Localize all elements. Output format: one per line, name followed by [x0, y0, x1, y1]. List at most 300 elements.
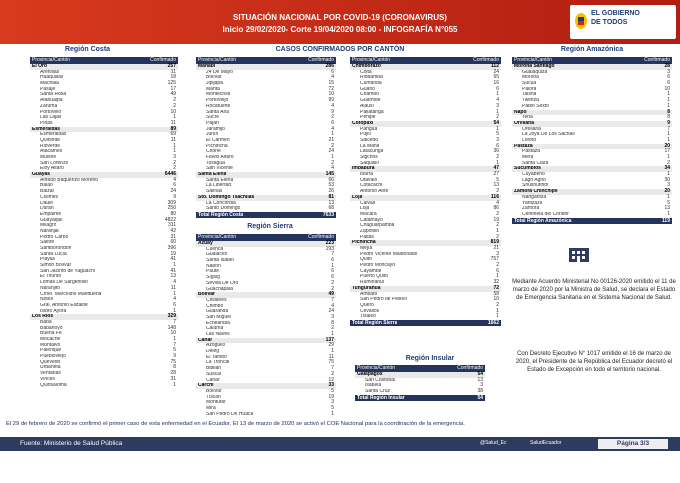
place-name: Cañar	[198, 337, 213, 343]
heading-amazonica: Región Amazónica	[560, 46, 624, 53]
confirmed-count: 2	[331, 285, 334, 292]
footer-note: El 29 de febrero de 2020 se confirmó el primer caso de esta enfermedad en el Ecuador. El 13 de marzo de 2020 se activó el COE Nacional para la coordinación de la emergencia.	[6, 421, 465, 427]
col-conf: Confirmado	[308, 234, 334, 240]
place-name: Bolívar	[206, 75, 222, 81]
confirmed-count: 54	[477, 371, 483, 377]
confirmed-count: 2	[496, 154, 499, 160]
confirmed-count: 4	[173, 176, 176, 183]
confirmed-count: 33	[328, 382, 334, 389]
place-name: Pastaza	[522, 149, 541, 155]
place-name: Palora	[522, 86, 537, 92]
place-name: Santa Elena	[198, 172, 227, 178]
header-title: SITUACIÓN NACIONAL POR COVID-19 (CORONAVIRUS)	[233, 13, 447, 22]
confirmed-count: 11	[170, 68, 176, 75]
confirmed-count: 72	[493, 284, 499, 291]
place-name: Isabela	[365, 383, 382, 389]
confirmed-count: 2	[496, 233, 499, 240]
header-banner	[0, 0, 680, 44]
place-name: Las Lajas	[40, 115, 62, 121]
confirmed-count: 2	[173, 159, 176, 166]
total-row	[355, 395, 485, 402]
place-name: Macará	[360, 211, 377, 217]
place-name: Quito	[360, 257, 372, 263]
confirmed-count: 2	[667, 159, 670, 166]
place-name: Total Región Insular	[357, 394, 405, 401]
confirmed-count: 66	[328, 176, 334, 183]
place-name: Isidro Ayora	[40, 308, 67, 314]
confirmed-count: 21	[493, 245, 499, 251]
confirmed-count: 1	[173, 148, 176, 155]
confirmed-count: 1	[496, 159, 499, 166]
confirmed-count: 1	[331, 131, 334, 138]
confirmed-count: 2	[496, 114, 499, 121]
place-name: Penipe	[360, 115, 376, 121]
place-name: Alausí	[360, 103, 374, 109]
confirmed-count: 13	[328, 199, 334, 206]
place-name: San Jacinto de Yaguachi	[40, 268, 95, 274]
confirmed-count: 20	[664, 142, 670, 149]
place-name: Chone	[206, 149, 221, 155]
confirmed-count: 2	[331, 279, 334, 286]
confirmed-count: 2	[173, 102, 176, 109]
confirmed-count: 8	[173, 364, 176, 371]
col-prov: Provincia/Cantón	[32, 57, 71, 63]
place-name: Huaquillas	[40, 75, 64, 81]
confirmed-count: 1	[173, 290, 176, 297]
confirmed-count: 99	[328, 97, 334, 104]
confirmed-count: 250	[167, 205, 176, 212]
place-name: Paján	[206, 120, 219, 126]
confirmed-count: 1	[496, 227, 499, 234]
confirmed-count: 89	[170, 125, 176, 132]
confirmed-count: 4	[331, 74, 334, 81]
place-name: Cañar	[206, 377, 220, 383]
col-prov: Provincia/Cantón	[198, 57, 237, 63]
confirmed-count: 3	[173, 154, 176, 160]
confirmed-count: 3	[496, 250, 499, 257]
confirmed-count: 75	[170, 358, 176, 365]
place-name: 24 De Mayo	[206, 69, 233, 75]
place-name: Zamora Chinchipe	[514, 189, 558, 195]
confirmed-count: 6	[667, 80, 670, 87]
panel-insular	[355, 365, 485, 401]
place-name: Mera	[522, 155, 534, 160]
confirmed-count: 7	[667, 125, 670, 132]
confirmed-count: 125	[167, 80, 176, 87]
confirmed-count: 148	[167, 324, 176, 331]
place-name: Atacames	[40, 149, 63, 155]
confirmed-count: 193	[325, 245, 334, 252]
confirmed-count: 145	[325, 171, 334, 178]
place-name: Jaramijó	[206, 126, 225, 132]
place-name: El Tambo	[206, 354, 227, 360]
place-name: Mejía	[360, 246, 373, 251]
confirmed-count: 1	[331, 262, 334, 269]
confirmed-count: 36	[493, 148, 499, 155]
place-name: Santa Elena	[206, 177, 234, 183]
confirmed-count: 1	[496, 91, 499, 98]
confirmed-count: 27	[493, 171, 499, 178]
social-facebook[interactable]: SaludEcuador	[530, 440, 562, 446]
confirmed-count: 329	[167, 313, 176, 320]
confirmed-count: 81	[328, 193, 334, 200]
confirmed-count: 72	[328, 85, 334, 92]
confirmed-count: 2	[331, 325, 334, 332]
place-name: Carchi	[198, 383, 214, 389]
place-name: Quinindé	[40, 137, 61, 143]
place-name: Rocafuerte	[206, 103, 231, 109]
col-conf: Confirmado	[473, 57, 499, 63]
confirmed-count: 17	[170, 85, 176, 92]
place-name: Guamote	[360, 98, 381, 104]
confirmed-count: 1	[331, 331, 334, 337]
confirmed-count: 1	[667, 171, 670, 178]
place-name: Atahualpa	[40, 98, 63, 104]
place-name: Pangua	[360, 126, 378, 132]
confirmed-count: 6	[173, 182, 176, 189]
place-name: Paltas	[360, 234, 374, 240]
place-name: Tungurahua	[352, 285, 381, 291]
place-name: Chimborazo	[352, 64, 381, 69]
confirmed-count: 60	[170, 239, 176, 246]
place-name: Playas	[40, 257, 56, 263]
place-name: Morona Santiago	[514, 64, 555, 69]
confirmed-count: 24	[170, 188, 176, 195]
confirmed-count: 11	[170, 284, 176, 291]
confirmed-count: 116	[490, 193, 499, 200]
confirmed-count: 6	[331, 257, 334, 264]
confirmed-count: 6446	[164, 171, 176, 178]
place-name: Machala	[40, 81, 59, 87]
confirmed-count: 1	[667, 193, 670, 200]
place-name: Pedro Moncayo	[360, 263, 396, 269]
confirmed-count: 8	[667, 108, 670, 115]
place-name: Cotopaxi	[352, 120, 374, 126]
place-name: Mocache	[40, 337, 61, 342]
place-name: Esmeraldas	[32, 126, 61, 132]
place-name: La Maná	[360, 143, 380, 149]
confirmed-count: 2	[173, 165, 176, 172]
confirmed-count: 3	[667, 68, 670, 75]
confirmed-count: 13	[170, 273, 176, 280]
social-twitter[interactable]: @Salud_Ec	[480, 440, 507, 446]
confirmed-count: 1	[496, 125, 499, 132]
place-name: Chambo	[360, 92, 379, 98]
place-name: Santa Lucía	[40, 251, 67, 257]
place-name: Sevilla De Oro	[206, 280, 239, 286]
place-name: Tulcán	[206, 394, 221, 400]
header-subtitle: Inicio 29/02/2020- Corte 19/04/2020 08:00 - INFOGRAFÍA N°055	[222, 25, 458, 34]
confirmed-count: 1	[173, 381, 176, 388]
place-name: Balao	[40, 183, 53, 189]
place-name: Shushufindi	[522, 183, 549, 189]
confirmed-count: 4	[331, 125, 334, 132]
place-name: San Pedro De Huaca	[206, 411, 254, 417]
place-name: Salcedo	[360, 137, 379, 143]
place-name: Cuenca	[206, 246, 224, 252]
confirmed-count: 819	[490, 239, 499, 246]
place-name: Pablo Sexto	[522, 103, 549, 109]
coat-of-arms-icon	[573, 9, 589, 33]
confirmed-count: 7	[331, 296, 334, 303]
confirmed-count: 19	[170, 250, 176, 257]
place-name: Palenque	[40, 348, 62, 354]
confirmed-count: 80	[170, 210, 176, 217]
place-name: Crnel. Marcelino Maridueña	[40, 291, 102, 297]
place-name: Junín	[206, 132, 219, 138]
place-name: Daule	[40, 200, 54, 206]
confirmed-count: 757	[490, 256, 499, 263]
confirmed-count: 4	[331, 165, 334, 172]
place-name: Quevedo	[40, 359, 61, 365]
confirmed-count: 24	[328, 308, 334, 315]
place-name: Colimes	[40, 194, 59, 200]
confirmed-count: 13	[664, 205, 670, 212]
place-name: Santa Cruz	[365, 389, 391, 395]
confirmed-count: 1662	[487, 319, 499, 326]
place-name: Ambato	[360, 291, 378, 297]
place-name: San Pedro de Pelileo	[360, 297, 407, 303]
place-name: Pichincha	[352, 240, 376, 246]
confirmed-count: 1	[496, 273, 499, 280]
place-name: Antonio Ante	[360, 189, 389, 195]
confirmed-count: 6	[173, 301, 176, 308]
confirmed-count: 16	[493, 80, 499, 87]
confirmed-count: 309	[167, 199, 176, 206]
place-name: Sigchos	[360, 155, 378, 160]
place-name: Vinces	[40, 376, 55, 382]
panel-costa	[30, 57, 178, 388]
confirmed-count: 3	[667, 182, 670, 189]
place-name: Bolívar	[206, 388, 222, 394]
confirmed-count: 6	[331, 268, 334, 275]
note-ministerial: Mediante Acuerdo Ministerial No 00126-2020 emitido el 11 de marzo de 2020 por la Ministra de Salud, se declara el Estado de Emergencia Sanitaria en el Sistema Nacional de Salud.	[512, 279, 676, 301]
place-name: Lago Agrio	[522, 177, 546, 183]
place-name: Riobamba	[360, 75, 383, 81]
place-name: Pichincha	[206, 143, 228, 149]
col-conf: Confirmado	[150, 57, 176, 63]
heading-confirmed: CASOS CONFIRMADOS POR CANTÓN	[275, 46, 405, 53]
place-name: Lomas De Sargentillo	[40, 280, 88, 286]
total-row	[512, 218, 672, 225]
confirmed-count: 286	[325, 63, 334, 69]
confirmed-count: 3	[496, 136, 499, 143]
footer-source: Fuente: Ministerio de Salud Pública	[20, 440, 123, 447]
confirmed-count: 1	[331, 348, 334, 355]
confirmed-count: 1	[667, 102, 670, 109]
place-name: Portoviejo	[206, 98, 229, 104]
place-name: Caluma	[206, 326, 224, 332]
confirmed-count: 65	[493, 74, 499, 81]
place-name: Rioverde	[40, 143, 61, 149]
col-conf: Confirmado	[457, 365, 483, 371]
place-name: Puebloviejo	[40, 354, 66, 360]
confirmed-count: 2	[496, 262, 499, 269]
place-name: Guayas	[32, 172, 51, 178]
confirmed-count: 6	[331, 68, 334, 75]
confirmed-count: 137	[325, 336, 334, 343]
place-name: Guayaquil	[40, 217, 63, 223]
confirmed-count: 21	[328, 136, 334, 143]
confirmed-count: 54	[493, 119, 499, 126]
confirmed-count: 3	[331, 399, 334, 406]
place-name: Otavalo	[360, 177, 378, 183]
place-name: Nabón	[206, 263, 221, 269]
confirmed-count: 2	[331, 142, 334, 149]
confirmed-count: 2	[496, 188, 499, 195]
place-name: Babahoyo	[40, 325, 63, 331]
place-name: Galápagos	[357, 372, 383, 377]
canton-row	[30, 383, 178, 389]
place-name: Guaranda	[206, 309, 229, 315]
confirmed-count: 49	[328, 291, 334, 298]
place-name: Tosagua	[206, 160, 225, 166]
panel-costa-2	[196, 57, 336, 218]
confirmed-count: 7	[173, 341, 176, 348]
confirmed-count: 1	[667, 131, 670, 138]
confirmed-count: 6	[667, 74, 670, 81]
confirmed-count: 1	[667, 91, 670, 98]
confirmed-count: 4	[331, 302, 334, 309]
confirmed-count: 28	[170, 370, 176, 377]
place-name: Sucre	[206, 115, 220, 121]
place-name: Colta	[360, 69, 372, 75]
heading-sierra: Región Sierra	[247, 223, 293, 230]
place-name: Gualaquiza	[522, 69, 548, 75]
confirmed-count: 2	[331, 114, 334, 121]
confirmed-count: 69	[170, 131, 176, 138]
heading-costa: Región Costa	[64, 46, 111, 53]
place-name: Cumandá	[360, 81, 382, 87]
confirmed-count: 1	[173, 262, 176, 269]
confirmed-count: 1	[667, 136, 670, 143]
confirmed-count: 1	[173, 142, 176, 149]
place-name: Azogues	[206, 343, 226, 349]
col-prov: Provincia/Cantón	[357, 365, 396, 371]
logo-line-1: EL GOBIERNO	[591, 10, 640, 17]
place-name: Pedro Carbo	[40, 234, 69, 240]
place-name: San Miguel	[206, 314, 232, 320]
confirmed-count: 24	[328, 148, 334, 155]
confirmed-count: 1	[496, 313, 499, 320]
logo-line-2: DE TODOS	[591, 19, 628, 26]
confirmed-count: 311	[168, 222, 176, 229]
place-name: Esmeraldas	[40, 132, 67, 138]
confirmed-count: 2	[331, 159, 334, 166]
place-name: Las Naves	[206, 332, 230, 337]
confirmed-count: 4	[173, 279, 176, 286]
col-conf: Confirmado	[308, 57, 334, 63]
place-name: Sígsig	[206, 275, 220, 281]
place-name: Jipijapa	[206, 81, 223, 87]
confirmed-count: 396	[167, 245, 176, 251]
place-name: Urdaneta	[40, 365, 61, 371]
place-name: Azuay	[198, 241, 213, 246]
confirmed-count: 8	[331, 319, 334, 326]
place-name: Cotacachi	[360, 183, 383, 189]
place-name: Ventanas	[40, 371, 61, 377]
place-name: Cuyabeno	[522, 172, 545, 178]
confirmed-count: 7	[173, 318, 176, 325]
place-name: Chillanes	[206, 297, 227, 303]
confirmed-count: 2	[331, 370, 334, 377]
confirmed-count: 10	[493, 296, 499, 303]
place-name: Pedro Vicente Maldonado	[360, 251, 418, 257]
table-header	[196, 234, 336, 241]
place-name: Morona	[522, 75, 539, 81]
place-name: Total Región Sierra	[352, 319, 398, 326]
place-name: Chaguarpamba	[360, 223, 395, 229]
place-name: Nobol	[40, 297, 54, 303]
confirmed-count: 1	[173, 336, 176, 342]
col-conf: Confirmado	[644, 57, 670, 63]
place-name: El Carmen	[206, 137, 230, 143]
panel-sierra-1	[196, 234, 336, 417]
place-name: Centinela del Cóndor	[522, 211, 569, 217]
place-name: Orellana	[522, 126, 541, 132]
confirmed-count: 11	[170, 119, 176, 126]
confirmed-count: 1	[667, 154, 670, 160]
panel-amazonica	[512, 57, 672, 224]
col-prov: Provincia/Cantón	[514, 57, 553, 63]
place-name: Cayambe	[360, 268, 382, 274]
place-name: Naranjito	[40, 285, 61, 291]
confirmed-count: 2	[496, 222, 499, 229]
confirmed-count: 38	[477, 388, 483, 395]
place-name: Paute	[206, 269, 220, 275]
place-name: Taisha	[522, 92, 537, 98]
place-name: San Vicente	[206, 166, 233, 172]
place-name: Suscal	[206, 371, 222, 377]
confirmed-count: 1	[667, 97, 670, 104]
confirmed-count: 31	[170, 375, 176, 382]
confirmed-count: 3	[480, 382, 483, 389]
place-name: Catamayo	[360, 217, 383, 223]
place-name: Sucúa	[522, 81, 537, 87]
heading-insular: Región Insular	[405, 355, 455, 362]
place-name: Echeandía	[206, 320, 230, 326]
place-name: La Libertad	[206, 183, 232, 189]
panel-sierra-2	[350, 57, 501, 326]
confirmed-count: 119	[661, 217, 670, 224]
place-name: Saquisilí	[360, 160, 379, 166]
place-name: Tena	[522, 115, 533, 121]
place-name: Sucumbíos	[514, 166, 541, 172]
place-name: Zapotillo	[360, 228, 379, 234]
place-name: Buena Fe	[40, 331, 62, 337]
place-name: Loja	[352, 194, 363, 200]
place-name: Manta	[206, 86, 220, 92]
confirmed-count: 58	[493, 290, 499, 297]
place-name: Napo	[514, 109, 527, 115]
confirmed-count: 18	[170, 74, 176, 81]
place-name: Tisaleo	[360, 314, 376, 320]
confirmed-count: 11	[328, 353, 334, 360]
confirmed-count: 10	[170, 108, 176, 115]
place-name: Puerto Quito	[360, 274, 389, 280]
confirmed-count: 19	[328, 393, 334, 400]
place-name: Pallatanga	[360, 109, 384, 115]
place-name: Cevallos	[360, 308, 380, 314]
confirmed-count: 12	[328, 376, 334, 383]
confirmed-count: 24	[493, 68, 499, 75]
footer-bar	[0, 437, 680, 451]
col-prov: Provincia/Cantón	[352, 57, 391, 63]
place-name: Piñas	[40, 120, 53, 126]
canton-row	[196, 412, 336, 418]
place-name: El Oro	[32, 64, 48, 69]
confirmed-count: 31	[170, 233, 176, 240]
